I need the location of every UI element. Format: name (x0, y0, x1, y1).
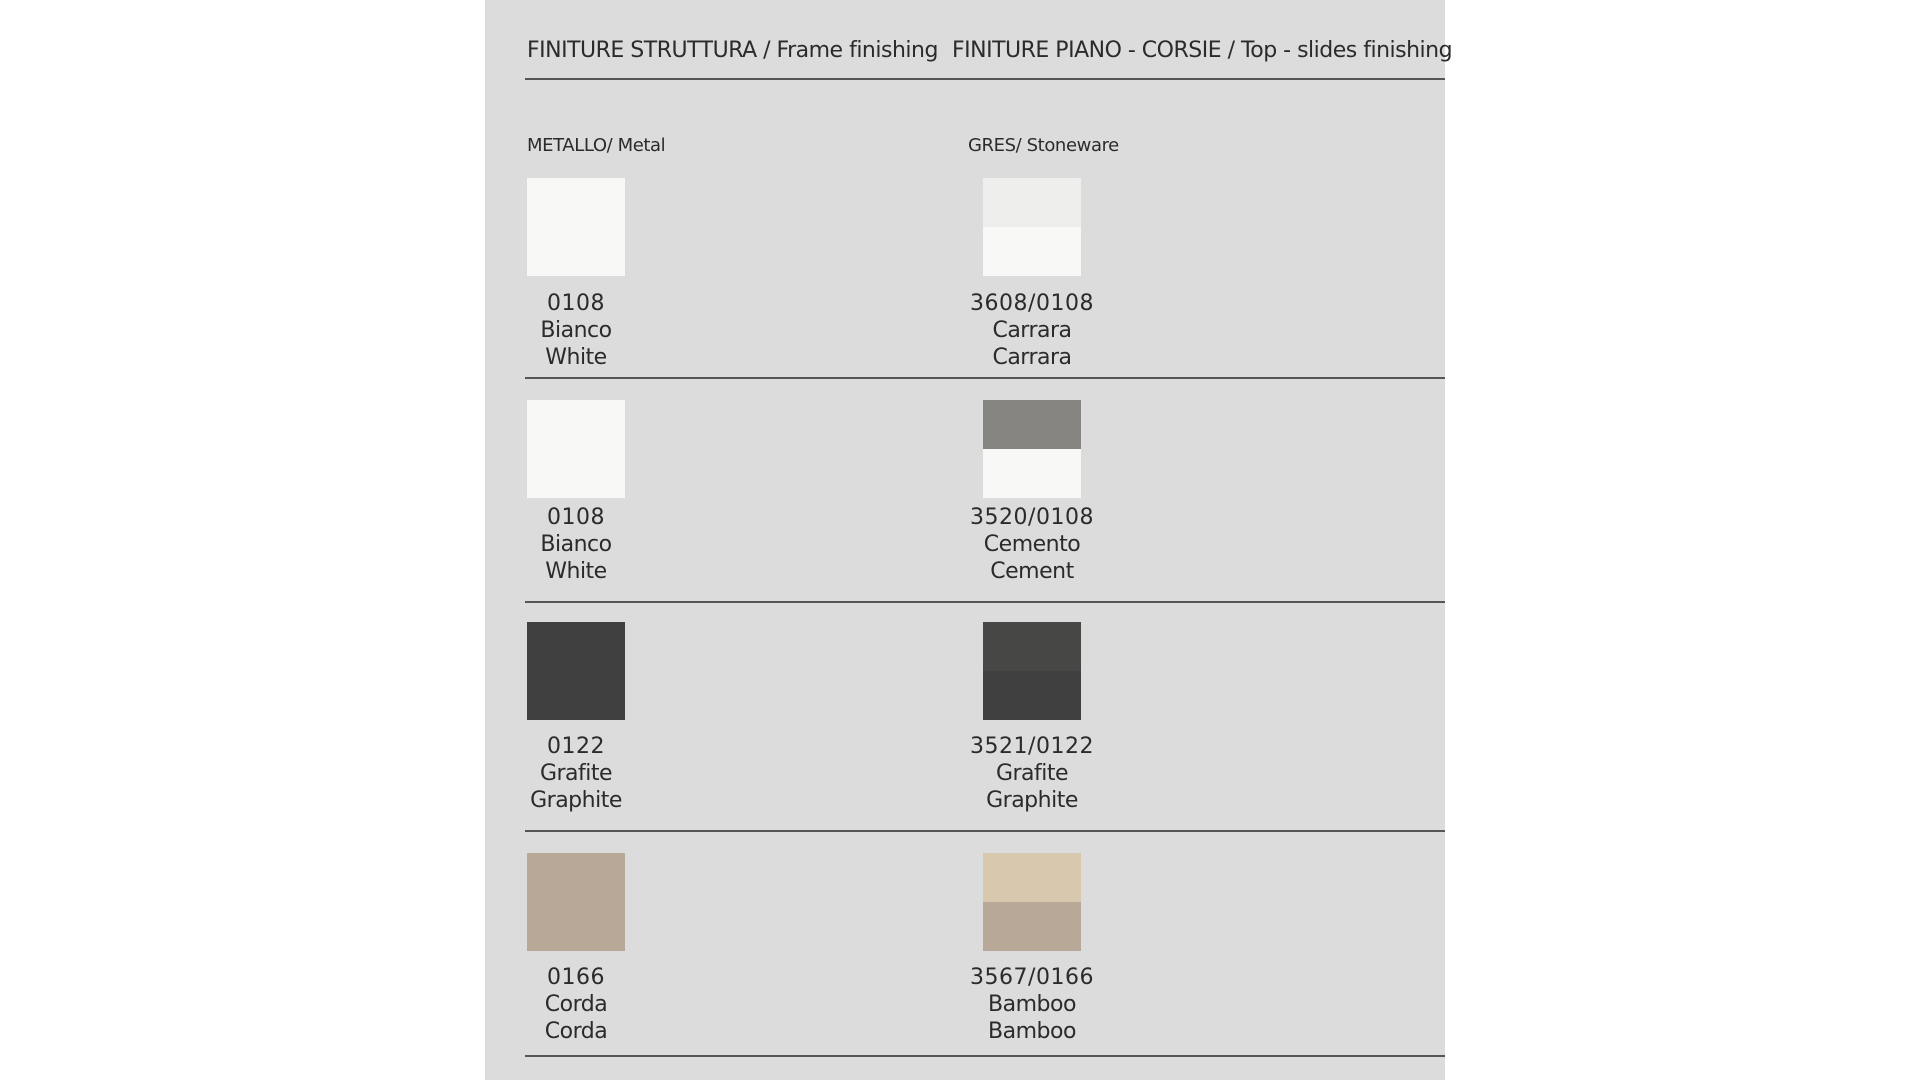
frame-finish-code: 0122 (547, 734, 605, 759)
top-swatch-texture (983, 178, 1081, 227)
top-finish-label (932, 733, 1132, 814)
top-finish-name-it: Carrara (992, 318, 1072, 343)
finishes-sheet (485, 0, 1453, 1080)
top-swatch (983, 178, 1081, 276)
frame-swatch (527, 853, 625, 951)
top-finish-label (932, 504, 1132, 585)
top-finish-name-it: Grafite (995, 761, 1069, 786)
top-finish-code: 3567/0166 (970, 965, 1094, 990)
row-divider (525, 830, 1445, 832)
stoneware-subheading: GRES/ Stoneware (968, 135, 1119, 156)
frame-swatch (527, 400, 625, 498)
top-finish-name-en: Carrara (992, 345, 1072, 370)
top-swatch (983, 400, 1081, 498)
top-finish-name-en: Bamboo (988, 1019, 1076, 1044)
top-finish-name-it: Bamboo (988, 992, 1076, 1017)
frame-finish-name-it: Bianco (540, 532, 612, 557)
row-divider (525, 377, 1445, 379)
top-swatch-frame-color (983, 671, 1081, 720)
top-finish-name-it: Cemento (983, 532, 1081, 557)
frame-swatch (527, 622, 625, 720)
top-swatch-texture (983, 400, 1081, 449)
frame-finish-code: 0108 (547, 505, 605, 530)
frame-finish-name-en: Corda (544, 1019, 608, 1044)
top-finish-label (932, 290, 1132, 371)
frame-finishing-heading: FINITURE STRUTTURA / Frame finishing (527, 38, 938, 63)
frame-finish-name-en: Graphite (530, 788, 622, 813)
row-divider (525, 601, 1445, 603)
top-swatch-frame-color (983, 902, 1081, 951)
top-swatch-frame-color (983, 227, 1081, 276)
header-divider (525, 78, 1445, 80)
top-swatch-texture (983, 622, 1081, 671)
top-finish-name-en: Graphite (986, 788, 1078, 813)
top-swatch-texture (983, 853, 1081, 902)
frame-finish-label (476, 964, 676, 1045)
top-finish-code: 3608/0108 (970, 291, 1094, 316)
frame-finish-name-it: Grafite (539, 761, 613, 786)
top-swatch (983, 622, 1081, 720)
top-finish-label (932, 964, 1132, 1045)
frame-finish-label (476, 290, 676, 371)
top-finish-code: 3521/0122 (970, 734, 1094, 759)
top-swatch-frame-color (983, 449, 1081, 498)
frame-finish-label (476, 733, 676, 814)
frame-finish-code: 0166 (547, 965, 605, 990)
frame-finish-code: 0108 (547, 291, 605, 316)
frame-finish-name-en: White (545, 559, 607, 584)
frame-finish-name-it: Corda (544, 992, 608, 1017)
row-divider (525, 1055, 1445, 1057)
metal-subheading: METALLO/ Metal (527, 135, 666, 156)
frame-finish-label (476, 504, 676, 585)
top-swatch (983, 853, 1081, 951)
frame-finish-name-en: White (545, 345, 607, 370)
frame-swatch (527, 178, 625, 276)
top-finish-name-en: Cement (990, 559, 1074, 584)
top-finishing-heading: FINITURE PIANO - CORSIE / Top - slides finishing (952, 38, 1453, 63)
frame-finish-name-it: Bianco (540, 318, 612, 343)
top-finish-code: 3520/0108 (970, 505, 1094, 530)
